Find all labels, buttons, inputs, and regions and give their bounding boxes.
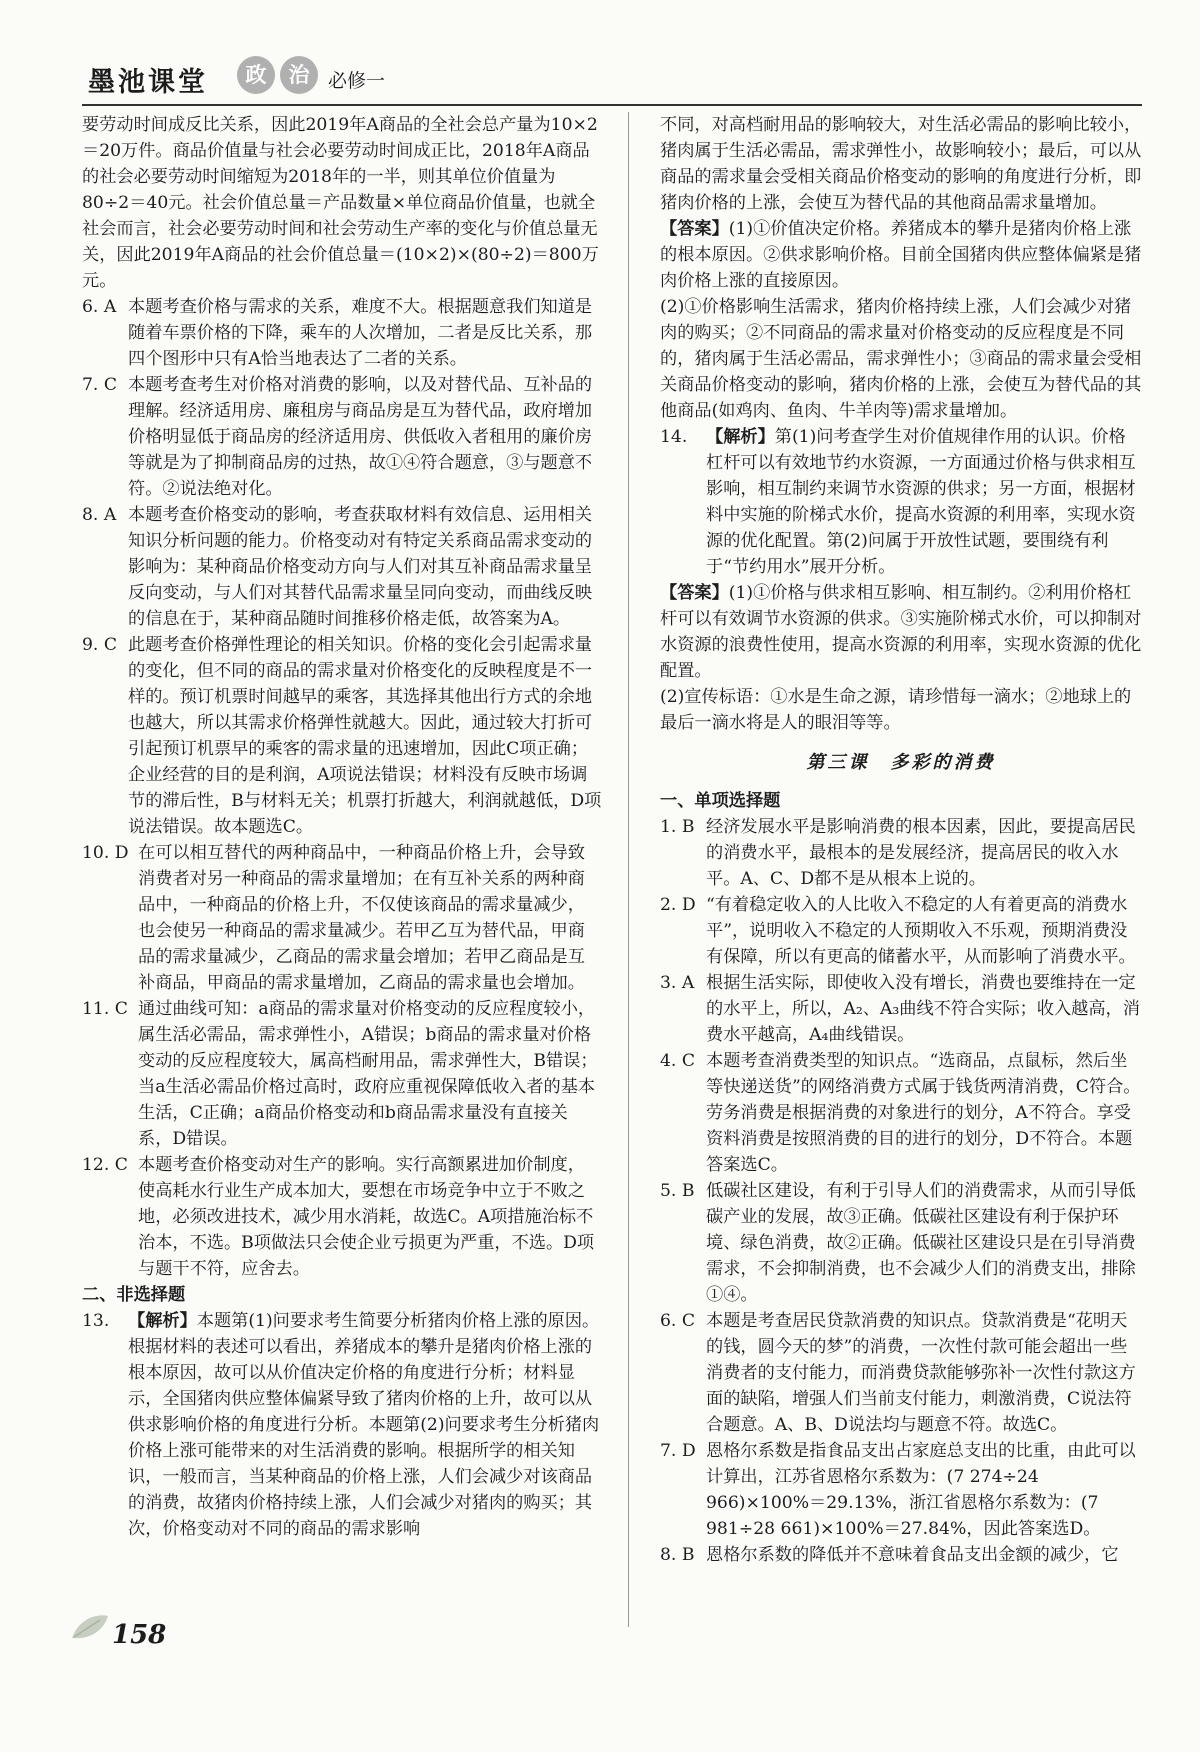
analysis-tag: 【解析】 (128, 1311, 197, 1331)
answer-number: 1. B (660, 817, 695, 837)
lesson-title: 第三课 多彩的消费 (806, 752, 996, 773)
answer-explanation: 本题考查价格与需求的关系，难度不大。根据题意我们知道是随着车票价格的下降，乘车的人次增加，二者是反比关系，那四个图形中只有A恰当地表达了二者的关系。 (128, 297, 593, 369)
brand-title: 墨池课堂 (88, 67, 208, 98)
answer-tag: 【答案】 (660, 583, 729, 603)
answer-explanation: 在可以相互替代的两种商品中，一种商品价格上升，会导致消费者对另一种商品的需求量增加；在有互补关系的两种商品中，一种商品的价格上升，不仅使该商品的需求量减少，也会使另一种商品的需求量减少。若甲乙互为替代品，甲商品的需求量减少，乙商品的需求量会增加；若甲乙商品是互补商品，甲商品的需求量增加，乙商品的需求量也会增加。 (138, 843, 585, 993)
subject-seal-politics: 政 (237, 56, 275, 94)
answer-item (82, 372, 602, 502)
answer-item (660, 1178, 1142, 1308)
page-header (82, 52, 1142, 102)
book-volume: 必修一 (328, 70, 386, 92)
answer-item (660, 1438, 1142, 1542)
answer-item (660, 1542, 1142, 1568)
question-number: 14. (660, 427, 688, 447)
answer-number: 11. C (82, 999, 128, 1019)
answer-item (660, 1308, 1142, 1438)
section-heading-non-choice: 二、非选择题 (82, 1285, 186, 1305)
answer-item (82, 840, 602, 996)
answer-item (82, 294, 602, 372)
q14-answer-1: 【答案】(1)①价格与供求相互影响、相互制约。②利用价格杠杆可以有效调节水资源的供求。③实施阶梯式水价，可以抑制对水资源的浪费性使用，提高水资源的利用率，实现水资源的优化配置。 (660, 583, 1142, 681)
header-rule (82, 104, 1142, 106)
right-answer-list (660, 814, 1142, 1568)
answer-explanation: 本题考查价格变动的影响，考查获取材料有效信息、运用相关知识分析问题的能力。价格变动对有特定关系商品需求变动的影响为：某种商品价格变动方向与人们对其互补商品需求量呈反向变动，与人们对其替代品需求量呈同向变动，而曲线反映的信息在于，某种商品随时间推移价格走低，故答案为A。 (128, 505, 593, 629)
answer-number: 10. D (82, 843, 129, 863)
subject-seal-governance: 治 (280, 56, 318, 94)
answer-item (82, 632, 602, 840)
question-14 (660, 424, 1142, 580)
answer-explanation: 经济发展水平是影响消费的根本因素，因此，要提高居民的消费水平，最根本的是发展经济，提高居民的收入水平。A、C、D都不是从根本上说的。 (706, 817, 1136, 889)
continued-paragraph: 要劳动时间成反比关系，因此2019年A商品的全社会总产量为10×2＝20万件。商品价值量与社会必要劳动时间成正比，2018年A商品的社会必要劳动时间缩短为2018年的一半，则其单位价值量为80÷2＝40元。社会价值总量＝产品数量×单位商品价值量，也就全社会而言，社会必要劳动时间和社会劳动生产率的变化与价值总量无关，因此2019年A商品的社会价值总量＝(10×2)×(80÷2)＝800万元。 (82, 115, 599, 291)
answer-number: 8. A (82, 505, 117, 525)
q14-answer-2: (2)宣传标语：①水是生命之源，请珍惜每一滴水；②地球上的最后一滴水将是人的眼泪等等。 (660, 687, 1132, 733)
q13-answer-1: 【答案】(1)①价值决定价格。养猪成本的攀升是猪肉价格上涨的根本原因。②供求影响价格。目前全国猪肉供应整体偏紧是猪肉价格上涨的直接原因。 (660, 219, 1142, 291)
column-divider (628, 112, 629, 1627)
section-heading-single-choice: 一、单项选择题 (660, 791, 781, 811)
left-answer-list (82, 294, 602, 1282)
answer-item (82, 1152, 602, 1282)
answer-number: 12. C (82, 1155, 128, 1175)
q13-continued: 不同，对高档耐用品的影响较大，对生活必需品的影响比较小，猪肉属于生活必需品，需求弹性小，故影响较小；最后，可以从商品的需求量会受相关商品价格变动的影响的角度进行分析，即猪肉价格的上涨，会使互为替代品的其他商品需求量增加。 (660, 115, 1142, 213)
answer-number: 9. C (82, 635, 118, 655)
answer-explanation: “有着稳定收入的人比收入不稳定的人有着更高的消费水平”，说明收入不稳定的人预期收入不乐观，预期消费没有保障，所以有更高的储蓄水平，从而影响了消费水平。 (706, 895, 1136, 967)
answer-number: 8. B (660, 1545, 695, 1565)
answer-explanation: 本题是考查居民贷款消费的知识点。贷款消费是“花明天的钱，圆今天的梦”的消费，一次性付款可能会超出一些消费者的支付能力，而消费贷款能够弥补一次性付款这方面的缺陷，增强人们当前支付能力，刺激消费，C说法符合题意。A、B、D说法均与题意不符。故选C。 (706, 1311, 1136, 1435)
answer-item (660, 892, 1142, 970)
answer-explanation: 恩格尔系数的降低并不意味着食品支出金额的减少，它 (706, 1545, 1119, 1565)
leaf-icon (70, 1612, 110, 1642)
answer-item (82, 996, 602, 1152)
answer-item (660, 970, 1142, 1048)
right-column (660, 112, 1142, 1568)
page-number: 158 (112, 1620, 167, 1650)
answer-number: 7. D (660, 1441, 696, 1461)
left-column (82, 112, 602, 1542)
q13-answer-2: (2)①价格影响生活需求，猪肉价格持续上涨，人们会减少对猪肉的购买；②不同商品的需求量对价格变动的反应程度是不同的，猪肉属于生活必需品，需求弹性小；③商品的需求量会受相关商品价格变动的影响，猪肉价格的上涨，会使互为替代品的其他商品(如鸡肉、鱼肉、牛羊肉等)需求量增加。 (660, 297, 1142, 421)
question-number: 13. (82, 1311, 110, 1331)
answer-explanation: 本题考查价格变动对生产的影响。实行高额累进加价制度，使高耗水行业生产成本加大，要想在市场竞争中立于不败之地，必须改进技术，减少用水消耗，故选C。A项措施治标不治本，不选。B项做法只会使企业亏损更为严重，不选。D项与题干不符，应舍去。 (138, 1155, 595, 1279)
answer-item (660, 1048, 1142, 1178)
answer-explanation: 此题考查价格弹性理论的相关知识。价格的变化会引起需求量的变化，但不同的商品的需求量对价格变化的反映程度是不一样的。预订机票时间越早的乘客，其选择其他出行方式的余地也越大，所以其需求价格弹性就越大。因此，通过较大打折可引起预订机票早的乘客的需求量的迅速增加，因此C项正确；企业经营的目的是利润，A项说法错误；材料没有反映市场调节的滞后性，B与材料无关；机票打折越大，利润就越低，D项说法错误。故本题选C。 (128, 635, 602, 837)
answer-explanation: 本题考查考生对价格对消费的影响，以及对替代品、互补品的理解。经济适用房、廉租房与商品房是互为替代品，政府增加价格明显低于商品房的经济适用房、供低收入者租用的廉价房等就是为了抑制商品房的过热，故①④符合题意，③与题意不符。②说法绝对化。 (128, 375, 593, 499)
answer-number: 4. C (660, 1051, 696, 1071)
answer-explanation: 恩格尔系数是指食品支出占家庭总支出的比重，由此可以计算出，江苏省恩格尔系数为：(7 274÷24 966)×100%＝29.13%，浙江省恩格尔系数为：(7 981÷28 661)×100%＝27.84%，因此答案选D。 (706, 1441, 1136, 1539)
question-13 (82, 1308, 602, 1542)
answer-explanation: 低碳社区建设，有利于引导人们的消费需求，从而引导低碳产业的发展，故③正确。低碳社区建设有利于保护环境、绿色消费，故②正确。低碳社区建设只是在引导消费需求，不会抑制消费，也不会减少人们的消费支出，排除①④。 (706, 1181, 1136, 1305)
answer-item (660, 814, 1142, 892)
answer-number: 5. B (660, 1181, 695, 1201)
answer-number: 6. C (660, 1311, 696, 1331)
answer-number: 7. C (82, 375, 118, 395)
answer-explanation: 本题考查消费类型的知识点。“选商品，点鼠标，然后坐等快递送货”的网络消费方式属于钱货两清消费，C符合。劳务消费是根据消费的对象进行的划分，A不符合。享受资料消费是按照消费的目的进行的划分，D不符合。本题答案选C。 (706, 1051, 1141, 1175)
answer-number: 2. D (660, 895, 696, 915)
answer-number: 6. A (82, 297, 117, 317)
analysis-tag: 【解析】 (706, 427, 775, 447)
answer-item (82, 502, 602, 632)
analysis-text: 第(1)问考查学生对价值规律作用的认识。价格杠杆可以有效地节约水资源，一方面通过价格与供求相互影响，相互制约来调节水资源的供求；另一方面，根据材料中实施的阶梯式水价，提高水资源的利用率，实现水资源的优化配置。第(2)问属于开放性试题，要围绕有利于“节约用水”展开分析。 (706, 427, 1136, 577)
answer-tag: 【答案】 (660, 219, 729, 239)
analysis-text: 本题第(1)问要求考生简要分析猪肉价格上涨的原因。根据材料的表述可以看出，养猪成本的攀升是猪肉价格上涨的根本原因，故可以从价值决定价格的角度进行分析；材料显示，全国猪肉供应整体偏紧导致了猪肉价格的上升，故可以从供求影响价格的角度进行分析。本题第(2)问要求考生分析猪肉价格上涨可能带来的对生活消费的影响。根据所学的相关知识，一般而言，当某种商品的价格上涨，人们会减少对该商品的消费，故猪肉价格持续上涨，人们会减少对猪肉的购买；其次，价格变动对不同的商品的需求影响 (128, 1311, 600, 1539)
answer-explanation: 通过曲线可知：a商品的需求量对价格变动的反应程度较小，属生活必需品，需求弹性小，A错误；b商品的需求量对价格变动的反应程度较大，属高档耐用品，需求弹性大，B错误；当a生活必需品价格过高时，政府应重视保障低收入者的基本生活，C正确；a商品价格变动和b商品需求量没有直接关系，D错误。 (138, 999, 598, 1149)
answer-number: 3. A (660, 973, 695, 993)
answer-explanation: 根据生活实际，即使收入没有增长，消费也要维持在一定的水平上，所以，A₂、A₃曲线不符合实际；收入越高，消费水平越高，A₄曲线错误。 (706, 973, 1140, 1045)
